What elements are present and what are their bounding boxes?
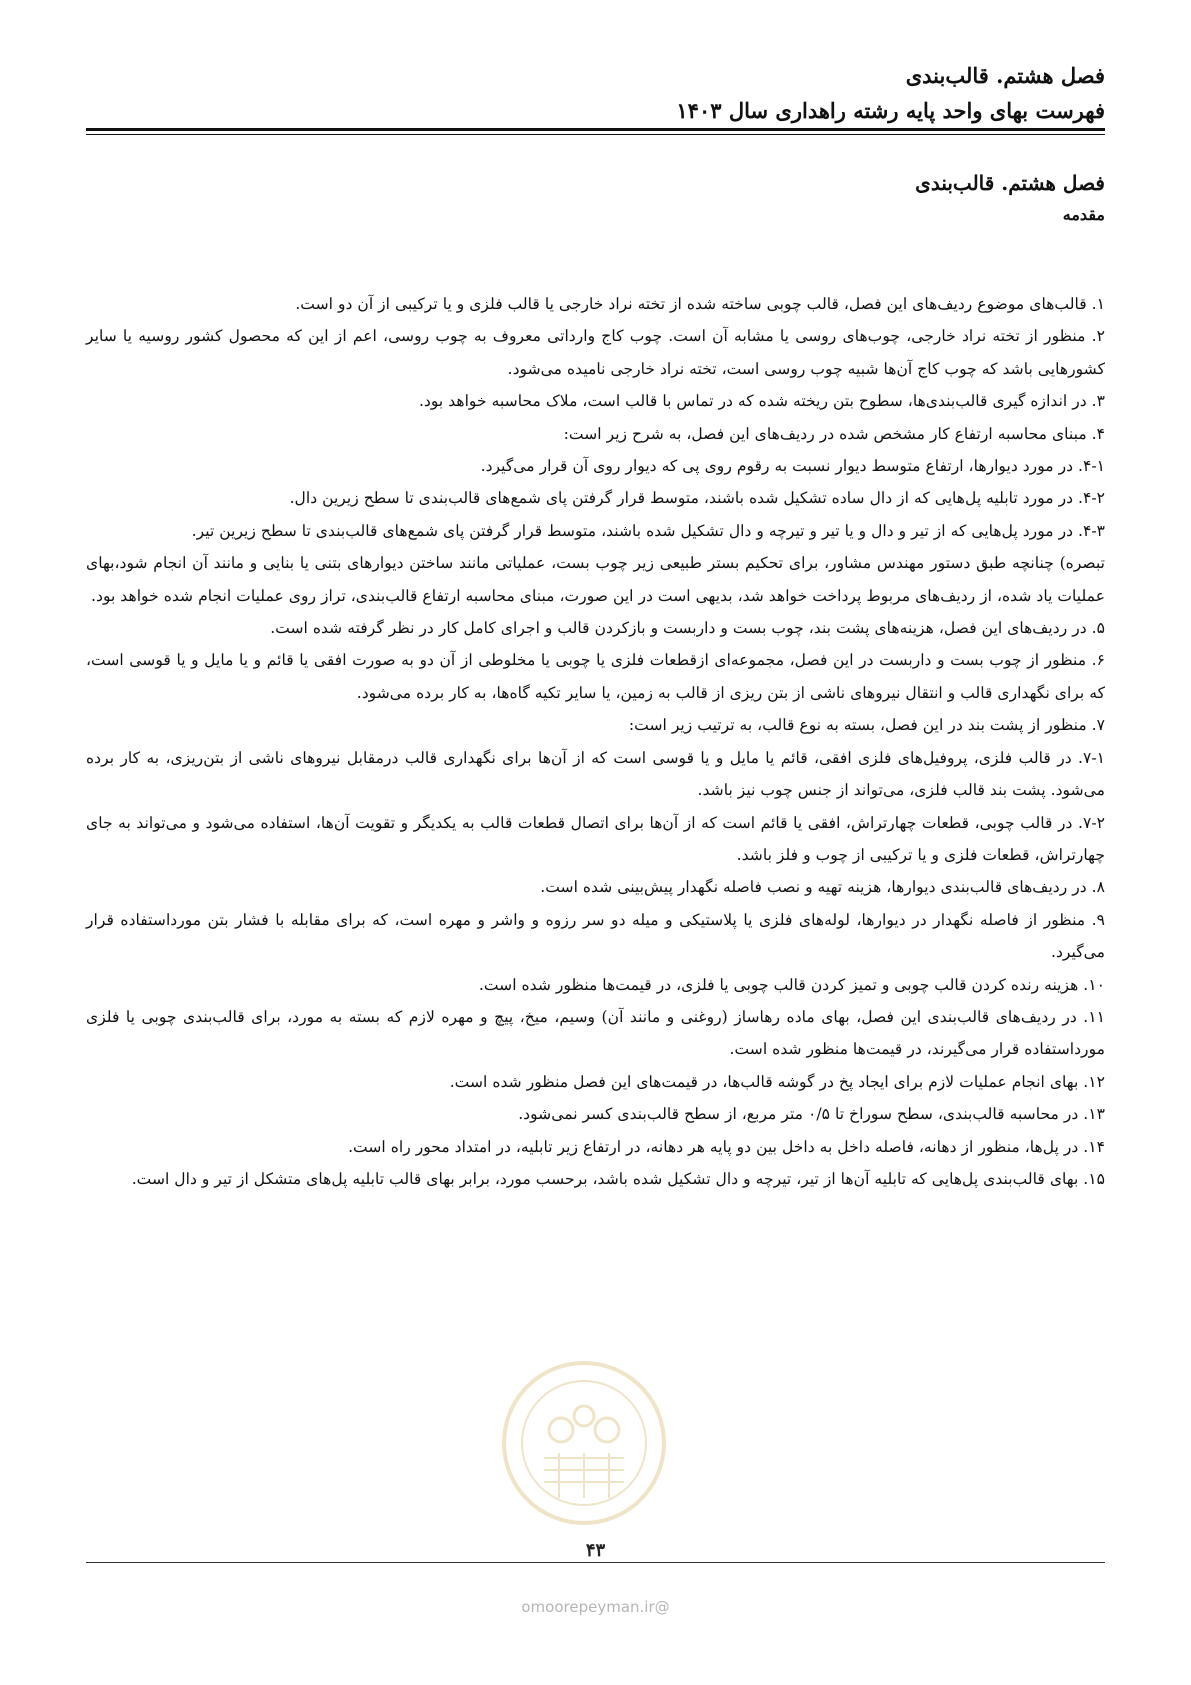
paragraph: ۷. منظور از پشت بند در این فصل، بسته به نوع قالب، به ترتیب زیر است: (628, 716, 1105, 735)
catalog-heading: فهرست بهای واحد پایه رشته راهداری سال ۱۴۰۳ (676, 98, 1105, 123)
paragraph: ۴-۳. در مورد پل‌هایی که از تیر و دال و یا تیر و تیرچه و دال تشکیل شده باشند، متوسط قرار گرفتن پای شمع‌های قالب‌بندی تا سطح زیرین تیر. (191, 521, 1105, 540)
site-watermark: @omoorepeyman.ir (521, 1598, 670, 1616)
section-subtitle: مقدمه (1062, 205, 1105, 224)
paragraph: ۹. منظور از فاصله نگهدار در دیوارها، لوله‌های فلزی یا پلاستیکی و میله دو سر رزوه و واشر و مهره است، که برای مقابله با فشار بتن مورداستفاده قرار می‌گیرد. (86, 910, 1105, 962)
paragraph: ۱. قالب‌های موضوع ردیف‌های این فصل، قالب چوبی ساخته شده از تخته نراد خارجی یا قالب فلزی و یا ترکیبی از آن دو است. (295, 295, 1105, 313)
paragraph: ۱۱. در ردیف‌های قالب‌بندی این فصل، بهای ماده رهاساز (روغنی و مانند آن) وسیم، میخ، پیچ و مهره لازم که بسته به مورد، برای قالب‌بندی چوبی یا فلزی مورداستفاده قرار می‌گیرند، در قیمت‌ها منظور شده است. (86, 1007, 1105, 1059)
paragraph: ۳. در اندازه گیری قالب‌بندی‌ها، سطوح بتن ریخته شده که در تماس با قالب است، ملاک محاسبه خواهد بود. (418, 392, 1105, 411)
page-number: ۴۳ (585, 1540, 606, 1561)
paragraph: ۴-۱. در مورد دیوارها، ارتفاع متوسط دیوار نسبت به رقوم روی پی که دیوار روی آن قرار می‌گیرد. (480, 457, 1105, 476)
header-divider-thick (86, 128, 1105, 131)
paragraph: ۴-۲. در مورد تابلیه پل‌هایی که از دال ساده تشکیل شده باشند، متوسط قرار گرفتن پای شمع‌های قالب‌بندی تا سطح زیرین دال. (289, 489, 1105, 508)
section-title: فصل هشتم. قالب‌بندی (915, 171, 1105, 195)
paragraph: ۱۵. بهای قالب‌بندی پل‌هایی که تابلیه آن‌ها از تیر، تیرچه و دال تشکیل شده باشد، برحسب مورد، برابر بهای قالب تابلیه پل‌های متشکل از تیر و دال است. (131, 1169, 1105, 1188)
footer-divider (86, 1562, 1105, 1563)
paragraph: ۱۳. در محاسبه قالب‌بندی، سطح سوراخ تا ۰/۵ متر مربع، از سطح قالب‌بندی کسر نمی‌شود. (518, 1105, 1105, 1124)
header-divider-thin (86, 134, 1105, 135)
paragraph-note: تبصره) چنانچه طبق دستور مهندس مشاور، برای تحکیم بستر طبیعی زیر چوب بست، عملیاتی مانند ساختن دیوارهای بتنی یا بنایی و مانند آن انجام شود،بهای عملیات یاد شده، از ردیف‌های مربوط پرداخت خواهد شد، بدیهی است در این صورت، مبنای محاسبه ارتفاع قالب‌بندی، تراز روی عملیات انجام شده خواهد بود. (86, 554, 1105, 605)
paragraph: ۱۲. بهای انجام عملیات لازم برای ایجاد پخ در گوشه قالب‌ها، در قیمت‌های این فصل منظور شده است. (449, 1072, 1105, 1091)
paragraph: ۷-۲. در قالب چوبی، قطعات چهارتراش، افقی یا قائم است که از آن‌ها برای اتصال قطعات قالب به یکدیگر و تقویت آن‌ها، استفاده می‌شود و می‌تواند به جای چهارتراش، قطعات فلزی و یا ترکیبی از چوب و فلز باشد. (86, 813, 1105, 864)
paragraph: ۵. در ردیف‌های این فصل، هزینه‌های پشت بند، چوب بست و داربست و بازکردن قالب و اجرای کامل کار در نظر گرفته شده است. (270, 619, 1105, 638)
paragraph: ۴. مبنای محاسبه ارتفاع کار مشخص شده در ردیف‌های این فصل، به شرح زیر است: (563, 424, 1105, 443)
chapter-heading: فصل هشتم. قالب‌بندی (905, 63, 1105, 88)
paragraph: ۷-۱. در قالب فلزی، پروفیل‌های فلزی افقی، قائم یا مایل و یا قوسی است که از آن‌ها برای نگهداری قالب درمقابل نیروهای ناشی از بتن‌ریزی، به کار برده می‌شود. پشت بند قالب فلزی، می‌تواند از جنس چوب نیز باشد. (86, 748, 1105, 800)
page-header (86, 58, 1105, 128)
watermark-seal-icon (499, 1358, 669, 1528)
paragraph: ۲. منظور از تخته نراد خارجی، چوب‌های روسی یا مشابه آن است. چوب کاج وارداتی معروف به چوب روسی، اعم از این که محصول کشور روسیه یا سایر کشورهایی باشد که چوب کاج آن‌ها شبیه چوب روسی است، تخته نراد خارجی نامیده می‌شود. (86, 327, 1105, 378)
paragraph: ۶. منظور از چوب بست و داربست در این فصل، مجموعه‌ای ازقطعات فلزی یا چوبی یا مخلوطی از آن دو به صورت افقی یا قائم و یا مایل و یا قوسی است، که برای نگهداری قالب و انتقال نیروهای ناشی از بتن ریزی از قالب به زمین، یا سایر تکیه گاه‌ها، به کار برده می‌شود. (86, 651, 1105, 702)
paragraph: ۱۰. هزینه رنده کردن قالب چوبی و تمیز کردن قالب چوبی یا فلزی، در قیمت‌ها منظور شده است. (478, 975, 1105, 994)
body-text (86, 288, 1105, 1195)
paragraph: ۸. در ردیف‌های قالب‌بندی دیوارها، هزینه تهیه و نصب فاصله نگهدار پیش‌بینی شده است. (540, 878, 1105, 897)
paragraph: ۱۴. در پل‌ها، منظور از دهانه، فاصله داخل به داخل بین دو پایه هر دهانه، در ارتفاع زیر تابلیه، در امتداد محور راه است. (348, 1137, 1105, 1156)
